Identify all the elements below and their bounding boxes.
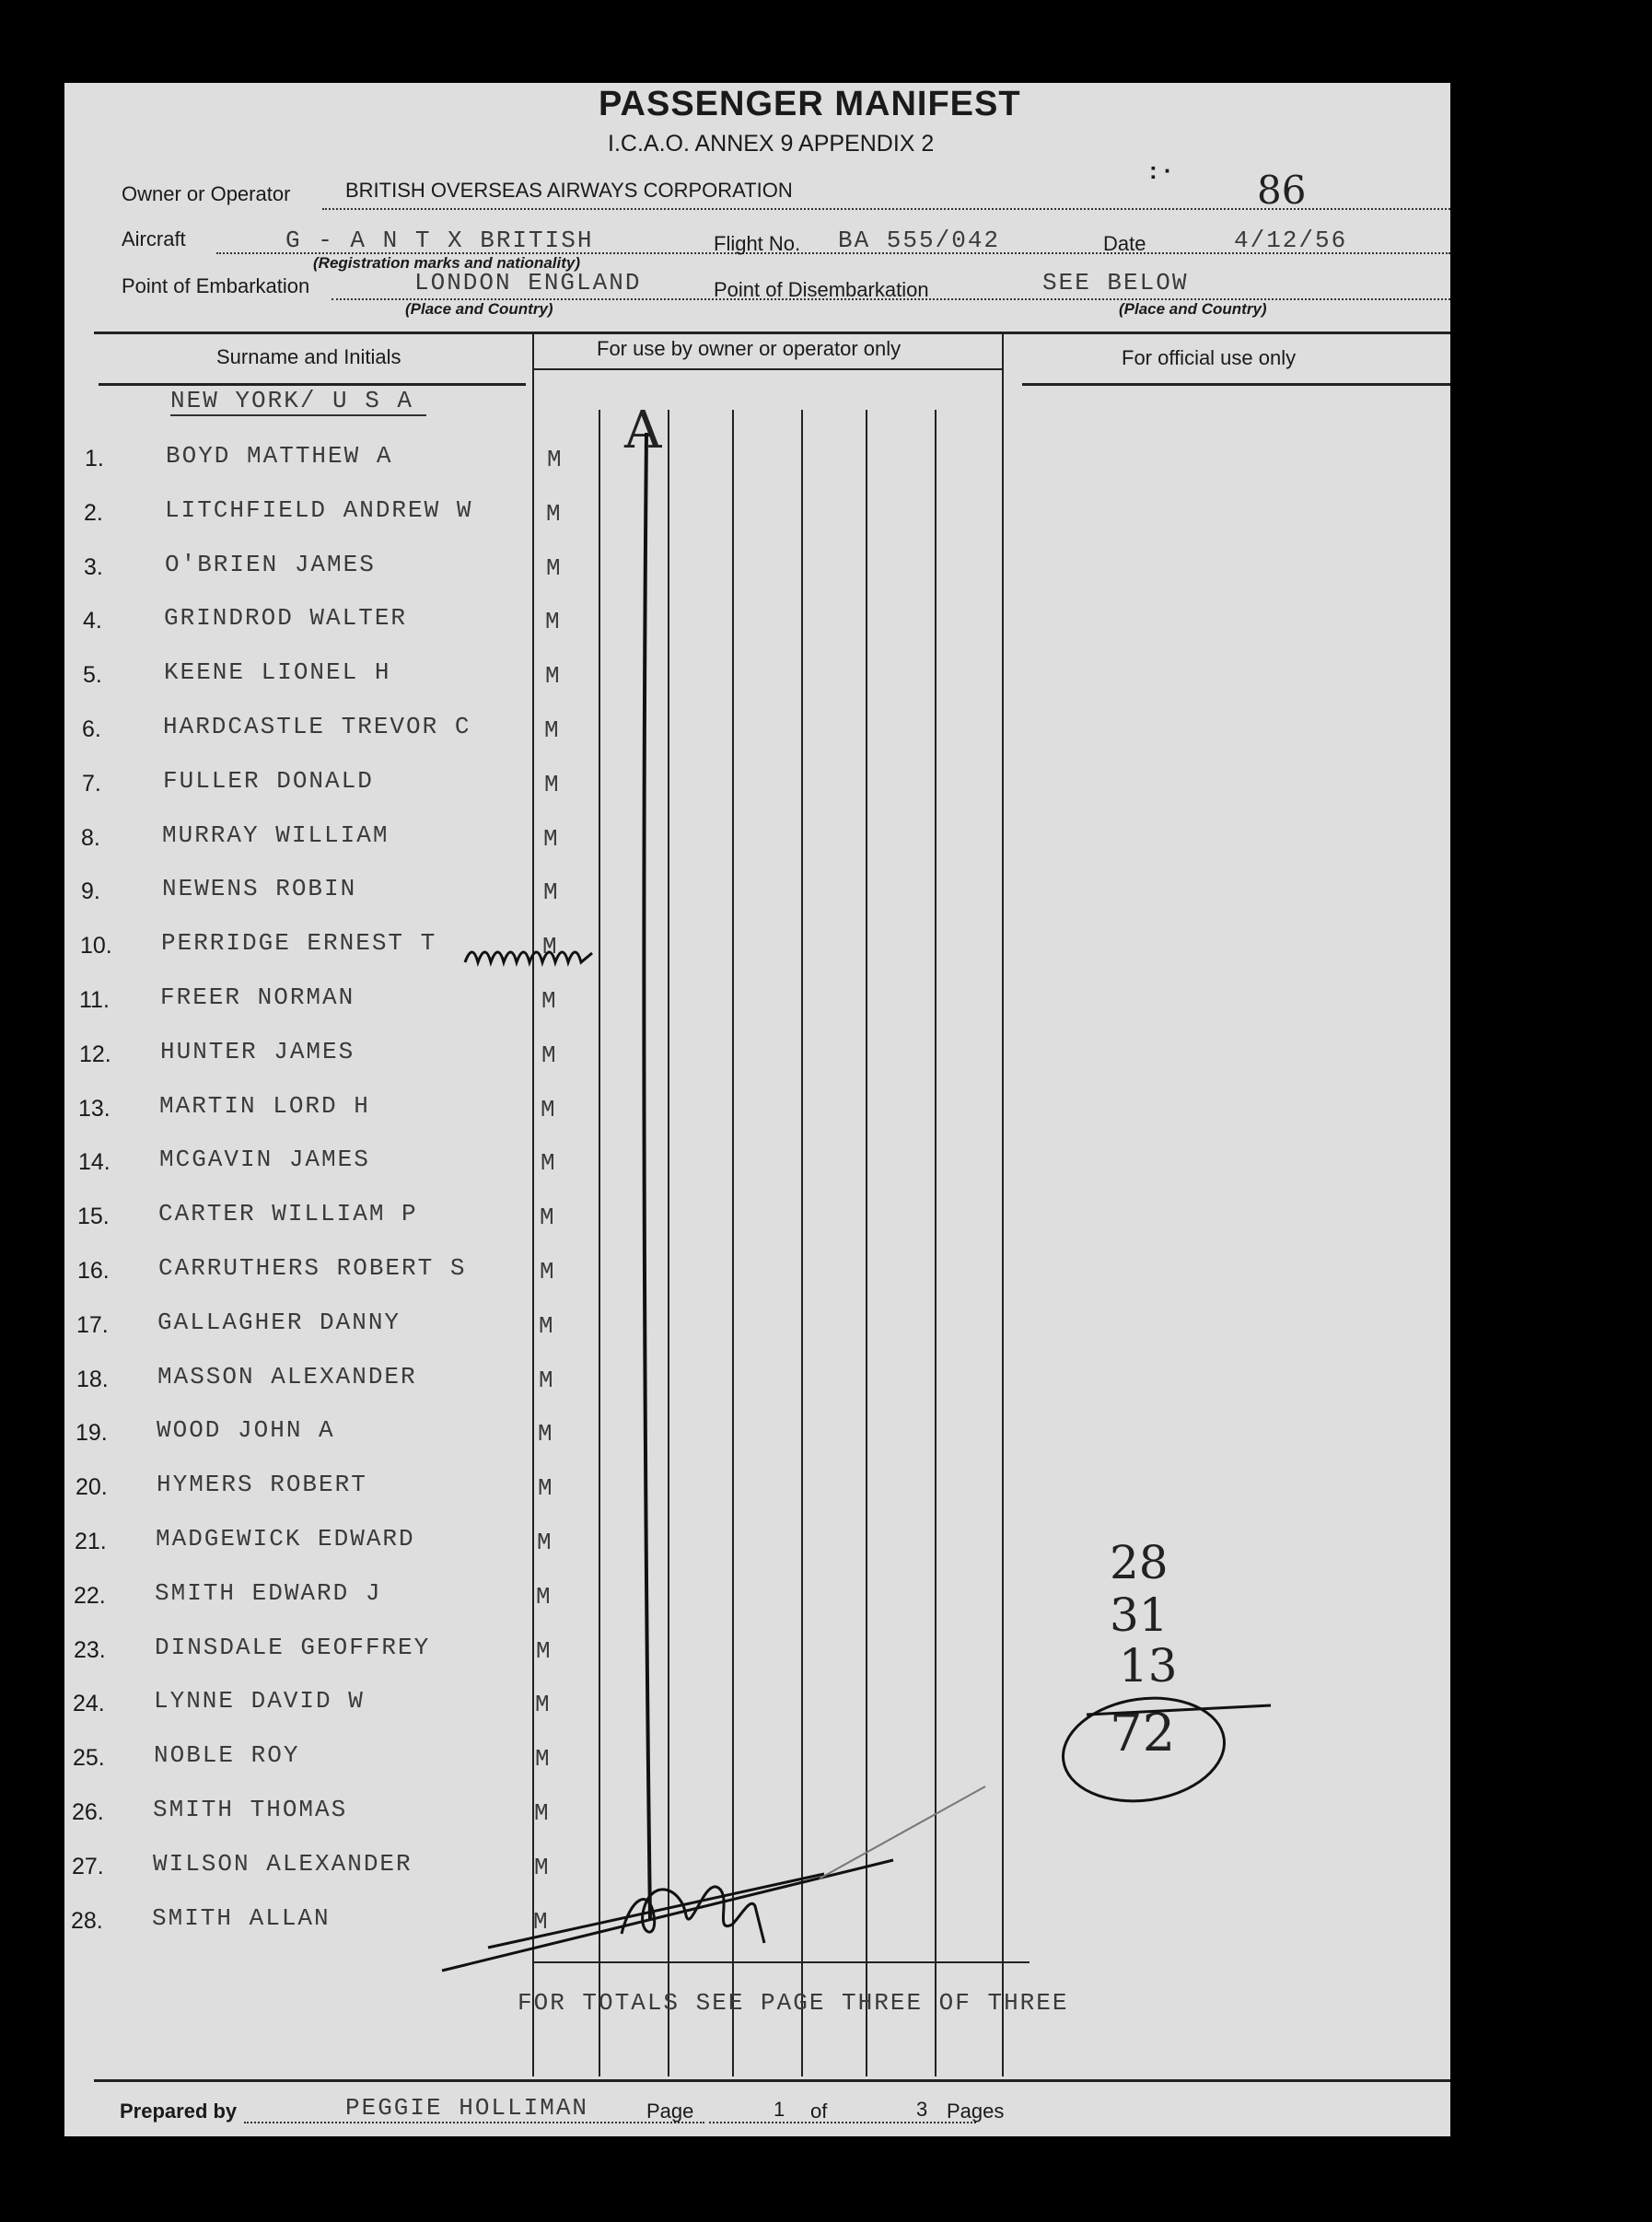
passenger-name: MADGEWICK EDWARD [156, 1525, 415, 1553]
passenger-code: M [540, 1258, 556, 1286]
pages-label: Pages [947, 2100, 1005, 2123]
passenger-code: M [546, 499, 563, 528]
passenger-code: M [543, 878, 560, 907]
row-number: 27. [72, 1853, 104, 1879]
passenger-code: M [533, 1907, 550, 1936]
stray-mark: : · [1149, 157, 1172, 184]
passenger-name: MCGAVIN JAMES [159, 1146, 370, 1174]
date-value: 4/12/56 [1234, 227, 1348, 254]
passenger-code: M [535, 1691, 552, 1719]
scribble-mark [465, 952, 592, 962]
prepared-value: PEGGIE HOLLIMAN [345, 2094, 589, 2122]
row-number: 15. [77, 1204, 110, 1230]
passenger-code: M [543, 824, 560, 853]
passenger-name: MURRAY WILLIAM [162, 820, 390, 849]
signature-strike [442, 1860, 893, 1971]
passenger-code: M [535, 1745, 552, 1774]
row-number: 19. [76, 1420, 108, 1447]
passenger-name: SMITH EDWARD J [155, 1578, 382, 1607]
passenger-name: MARTIN LORD H [159, 1091, 370, 1120]
faint-diagonal [820, 1786, 985, 1879]
passenger-name: WOOD JOHN A [157, 1416, 335, 1445]
row-number: 17. [76, 1311, 109, 1338]
row-number: 22. [74, 1582, 106, 1609]
passenger-name: DINSDALE GEOFFREY [155, 1633, 431, 1661]
of-label: of [810, 2100, 828, 2123]
passenger-name: SMITH THOMAS [153, 1796, 348, 1823]
row-number: 20. [76, 1474, 108, 1501]
embark-note: (Place and Country) [405, 300, 553, 318]
registration-note: (Registration marks and nationality) [313, 254, 580, 272]
date-label: Date [1103, 232, 1146, 255]
passenger-name: HARDCASTLE TREVOR C [163, 713, 471, 740]
document-number: 86 [1257, 168, 1307, 213]
passenger-code: M [541, 1095, 557, 1123]
passenger-name: CARTER WILLIAM P [158, 1200, 418, 1228]
tally-1: 28 [1110, 1536, 1169, 1589]
passenger-code: M [539, 1366, 555, 1394]
total-circle [1056, 1688, 1231, 1810]
page-label: Page [646, 2100, 694, 2123]
passenger-code: M [534, 1853, 551, 1881]
flight-value: BA 555/042 [838, 227, 1001, 254]
passenger-name: PERRIDGE ERNEST T [161, 929, 437, 958]
row-number: 2. [84, 499, 103, 526]
aircraft-label: Aircraft [122, 227, 186, 250]
passenger-code: M [536, 1636, 553, 1665]
embark-label: Point of Embarkation [122, 274, 310, 297]
disembark-note: (Place and Country) [1119, 300, 1267, 318]
passenger-name: GALLAGHER DANNY [157, 1308, 401, 1336]
passenger-name: O'BRIEN JAMES [165, 550, 376, 578]
passenger-name: SMITH ALLAN [152, 1903, 331, 1932]
page-subtitle: I.C.A.O. ANNEX 9 APPENDIX 2 [608, 131, 935, 157]
row-number: 8. [81, 824, 100, 851]
row-number: 1. [85, 446, 104, 471]
pages-value: 3 [916, 2098, 928, 2121]
tally-underline [1087, 1705, 1271, 1715]
passenger-code: M [542, 933, 559, 961]
row-number: 10. [80, 933, 112, 960]
passenger-code: M [545, 662, 562, 691]
passenger-name: NOBLE ROY [154, 1741, 300, 1770]
row-number: 9. [81, 878, 100, 905]
passenger-code: M [545, 608, 562, 636]
passenger-name: KEENE LIONEL H [164, 658, 391, 687]
passenger-code: M [538, 1420, 554, 1448]
row-number: 23. [74, 1636, 106, 1663]
prepared-label: Prepared by [120, 2100, 238, 2123]
passenger-name: CARRUTHERS ROBERT S [158, 1254, 467, 1282]
passenger-code: M [537, 1529, 553, 1556]
row-number: 25. [73, 1745, 105, 1772]
row-number: 21. [75, 1529, 107, 1554]
row-number: 12. [79, 1041, 111, 1067]
passenger-name: HYMERS ROBERT [157, 1471, 367, 1499]
destination: NEW YORK/ U S A [170, 387, 426, 416]
row-number: 18. [76, 1366, 109, 1392]
disembark-label: Point of Disembarkation [714, 278, 929, 301]
row-number: 3. [84, 553, 103, 580]
passenger-code: M [541, 1149, 557, 1178]
aircraft-value: G - A N T X BRITISH [285, 227, 594, 254]
official-column-header: For official use only [1122, 346, 1297, 369]
row-number: 11. [79, 987, 110, 1013]
passenger-code: M [544, 716, 561, 744]
passenger-name: BOYD MATTHEW A [166, 442, 393, 470]
row-number: 24. [73, 1691, 105, 1717]
passenger-code: M [547, 446, 564, 473]
passenger-name: FREER NORMAN [160, 983, 355, 1011]
handwritten-a: A [624, 401, 662, 460]
tally-3: 13 [1119, 1639, 1178, 1693]
passenger-code: M [536, 1582, 553, 1611]
row-number: 14. [78, 1149, 111, 1176]
passenger-code: M [539, 1311, 555, 1340]
passenger-code: M [540, 1204, 556, 1232]
passenger-name: NEWENS ROBIN [162, 875, 357, 903]
row-number: 4. [83, 608, 102, 634]
passenger-code: M [541, 987, 558, 1015]
manifest-page [64, 83, 1450, 2136]
passenger-code: M [544, 770, 561, 798]
page-value: 1 [774, 2098, 785, 2121]
surname-column-header: Surname and Initials [216, 345, 401, 368]
row-number: 7. [82, 770, 101, 797]
passenger-code: M [534, 1799, 551, 1827]
handwriting-overlay [64, 83, 1450, 2136]
row-number: 28. [71, 1907, 103, 1934]
passenger-code: M [541, 1041, 558, 1069]
embark-value: LONDON ENGLAND [414, 269, 642, 297]
signature [622, 1887, 764, 1943]
passenger-name: MASSON ALEXANDER [157, 1362, 417, 1390]
owner-value: BRITISH OVERSEAS AIRWAYS CORPORATION [345, 179, 793, 202]
totals-note: FOR TOTALS SEE PAGE THREE OF THREE [518, 1989, 1069, 2017]
row-number: 5. [83, 662, 102, 689]
row-number: 6. [82, 716, 101, 742]
row-number: 16. [77, 1258, 110, 1284]
flight-label: Flight No. [714, 232, 801, 255]
tally-2: 31 [1110, 1588, 1169, 1642]
row-number: 13. [78, 1095, 111, 1122]
passenger-name: WILSON ALEXANDER [153, 1849, 413, 1878]
page-title: PASSENGER MANIFEST [599, 85, 1021, 123]
passenger-name: GRINDROD WALTER [164, 604, 408, 633]
passenger-name: FULLER DONALD [163, 766, 374, 795]
disembark-value: SEE BELOW [1042, 269, 1189, 297]
passenger-code: M [546, 553, 563, 582]
passenger-name: LYNNE DAVID W [154, 1687, 365, 1716]
owner-label: Owner or Operator [122, 182, 291, 205]
passenger-name: HUNTER JAMES [160, 1037, 355, 1065]
passenger-name: LITCHFIELD ANDREW W [165, 495, 473, 524]
owner-column-header: For use by owner or operator only [597, 337, 902, 360]
vertical-ditto-line [644, 433, 650, 1920]
tally-total: 72 [1110, 1704, 1176, 1763]
passenger-code: M [538, 1474, 554, 1503]
row-number: 26. [72, 1799, 104, 1825]
